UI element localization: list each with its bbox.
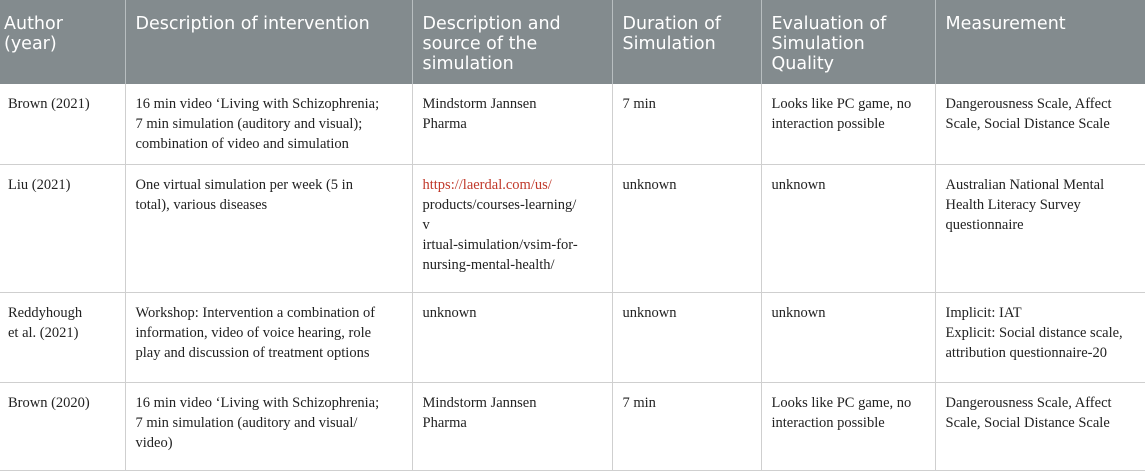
cell-quality: Looks like PC game, no interaction possible xyxy=(761,382,935,470)
header-intervention: Description of intervention xyxy=(125,0,412,84)
cell-intervention: 16 min video ‘Living with Schizophrenia; 7 min simulation (auditory and visual); combination of video and simulation xyxy=(125,84,412,164)
header-source: Description and source of the simulation xyxy=(412,0,612,84)
cell-intervention: 16 min video ‘Living with Schizophrenia; 7 min simulation (auditory and visual/ video) xyxy=(125,382,412,470)
cell-author: Brown (2021) xyxy=(0,84,125,164)
cell-duration: unknown xyxy=(612,164,761,292)
cell-source: Mindstorm Jannsen Pharma xyxy=(412,382,612,470)
cell-quality: Looks like PC game, no interaction possible xyxy=(761,84,935,164)
cell-measurement: Dangerousness Scale, Affect Scale, Social Distance Scale xyxy=(935,382,1145,470)
header-row xyxy=(0,0,1145,84)
cell-source: Mindstorm Jannsen Pharma xyxy=(412,84,612,164)
header-measurement: Measurement xyxy=(935,0,1145,84)
cell-measurement: Australian National Mental Health Literacy Survey questionnaire xyxy=(935,164,1145,292)
cell-duration: 7 min xyxy=(612,84,761,164)
header-author: Author (year) xyxy=(0,0,125,84)
cell-measurement: Implicit: IAT Explicit: Social distance scale, attribution questionnaire-20 xyxy=(935,292,1145,382)
header-duration: Duration of Simulation xyxy=(612,0,761,84)
cell-measurement: Dangerousness Scale, Affect Scale, Social Distance Scale xyxy=(935,84,1145,164)
table-row xyxy=(0,382,1145,470)
table-header xyxy=(0,0,1145,84)
simulation-source-link[interactable]: https://laerdal.com/us/ xyxy=(422,176,552,193)
table-row xyxy=(0,164,1145,292)
table-body xyxy=(0,84,1145,470)
cell-intervention: Workshop: Intervention a combination of information, video of voice hearing, role play and discussion of treatment options xyxy=(125,292,412,382)
table-row xyxy=(0,84,1145,164)
cell-source: https://laerdal.com/us/ products/courses-learning/ v irtual-simulation/vsim-for- nursing-mental-health/ xyxy=(412,164,612,292)
cell-quality: unknown xyxy=(761,164,935,292)
cell-duration: 7 min xyxy=(612,382,761,470)
header-quality: Evaluation of Simulation Quality xyxy=(761,0,935,84)
table-row xyxy=(0,292,1145,382)
cell-author: Brown (2020) xyxy=(0,382,125,470)
cell-quality: unknown xyxy=(761,292,935,382)
cell-source: unknown xyxy=(412,292,612,382)
cell-author: Reddyhough et al. (2021) xyxy=(0,292,125,382)
cell-intervention: One virtual simulation per week (5 in total), various diseases xyxy=(125,164,412,292)
cell-author: Liu (2021) xyxy=(0,164,125,292)
cell-duration: unknown xyxy=(612,292,761,382)
